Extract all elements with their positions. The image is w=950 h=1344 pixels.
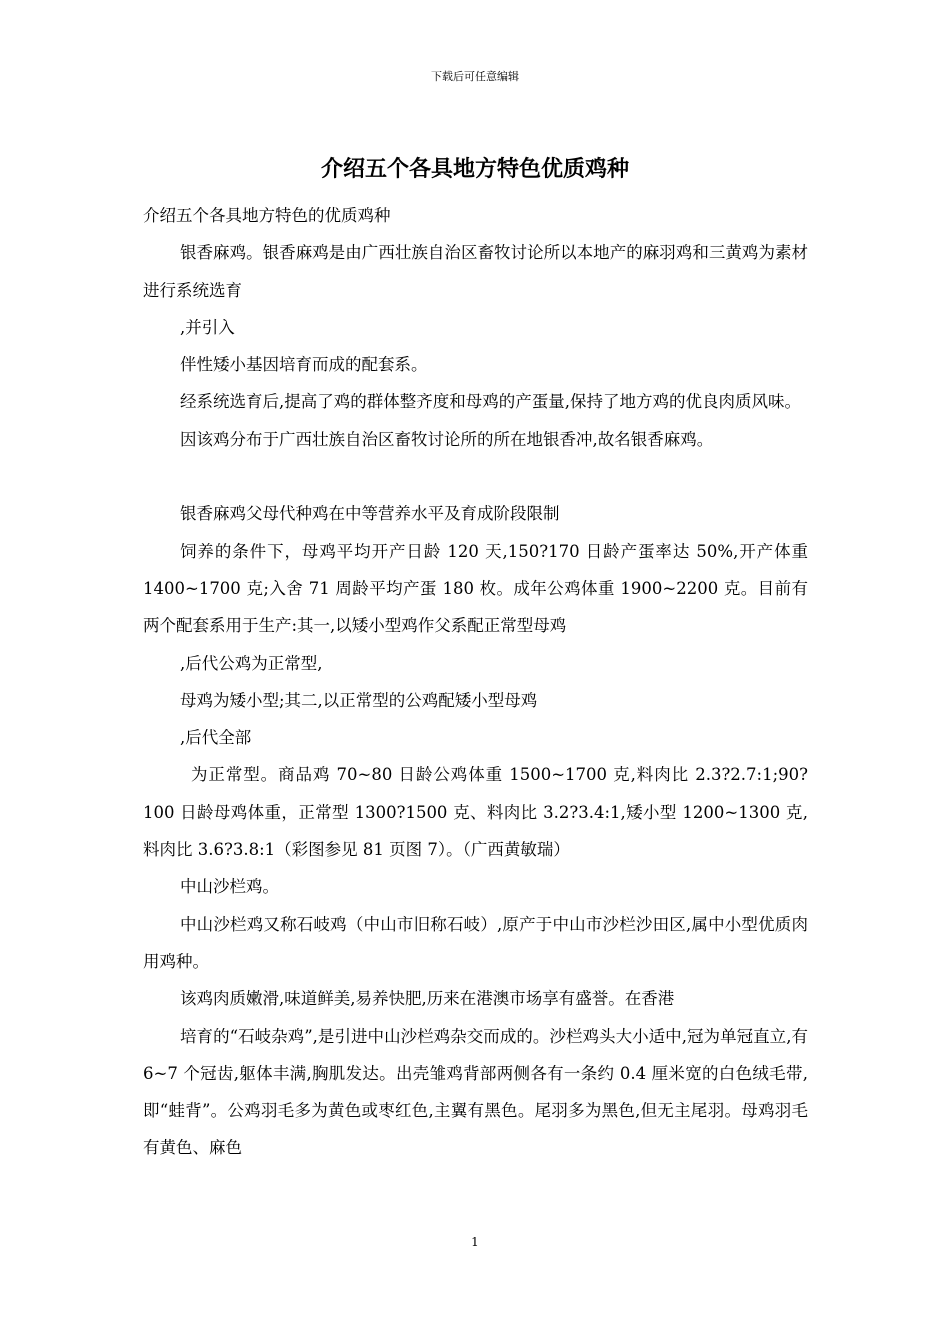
page-header: 下载后可任意编辑 (431, 70, 519, 83)
paragraph: 该鸡肉质嫩滑,味道鲜美,易养快肥,历来在港澳市场享有盛誉。在香港 (180, 989, 675, 1009)
paragraph: 为正常型。商品鸡 70~80 日龄公鸡体重 1500~1700 克,料肉比 2.3?2.7:1;90?100 日龄母鸡体重，正常型 1300?1500 克、料肉比 3.2?3.4:1,矮小型 1200~1300 克,料肉比 3.6?3.8:1（彩图参见 81 页图 7）。（广西黄敏瑞） (143, 765, 808, 860)
paragraph: 饲养的条件下，母鸡平均开产日龄 120 天,150?170 日龄产蛋率达 50%,开产体重 1400~1700 克;入舍 71 周龄平均产蛋 180 枚。成年公鸡体重 1900~2200 克。目前有两个配套系用于生产:其一,以矮小型鸡作父系配正常型母鸡 (143, 541, 808, 636)
page-number: 1 (471, 1235, 479, 1249)
document-body (143, 197, 808, 1167)
paragraph: 银香麻鸡。银香麻鸡是由广西壮族自治区畜牧讨论所以本地产的麻羽鸡和三黄鸡为素材进行系统选育 (143, 243, 808, 300)
paragraph: ,后代公鸡为正常型, (180, 653, 323, 673)
paragraph-gap (143, 458, 808, 495)
paragraph: 因该鸡分布于广西壮族自治区畜牧讨论所的所在地银香冲,故名银香麻鸡。 (180, 429, 714, 449)
paragraph: 银香麻鸡父母代种鸡在中等营养水平及育成阶段限制 (180, 504, 560, 524)
paragraph: ,并引入 (180, 317, 235, 337)
paragraph: 伴性矮小基因培育而成的配套系。 (180, 355, 428, 375)
paragraph: 经系统选育后,提高了鸡的群体整齐度和母鸡的产蛋量,保持了地方鸡的优良肉质风味。 (180, 392, 801, 412)
paragraph: 母鸡为矮小型;其二,以正常型的公鸡配矮小型母鸡 (180, 690, 538, 710)
paragraph: 中山沙栏鸡。 (180, 877, 279, 897)
paragraph: 培育的“石岐杂鸡”,是引进中山沙栏鸡杂交而成的。沙栏鸡头大小适中,冠为单冠直立,有 6~7 个冠齿,躯体丰满,胸肌发达。出壳雏鸡背部两侧各有一条约 0.4 厘米宽的白色绒毛带,即“蛙背”。公鸡羽毛多为黄色或枣红色,主翼有黑色。尾羽多为黑色,但无主尾羽。母鸡羽毛有黄色、麻色 (143, 1026, 808, 1158)
paragraph: 中山沙栏鸡又称石岐鸡（中山市旧称石岐）,原产于中山市沙栏沙田区,属中小型优质肉用鸡种。 (143, 914, 808, 971)
paragraph: ,后代全部 (180, 728, 252, 748)
document-title: 介绍五个各具地方特色优质鸡种 (320, 157, 629, 182)
paragraph: 介绍五个各具地方特色的优质鸡种 (143, 206, 391, 225)
